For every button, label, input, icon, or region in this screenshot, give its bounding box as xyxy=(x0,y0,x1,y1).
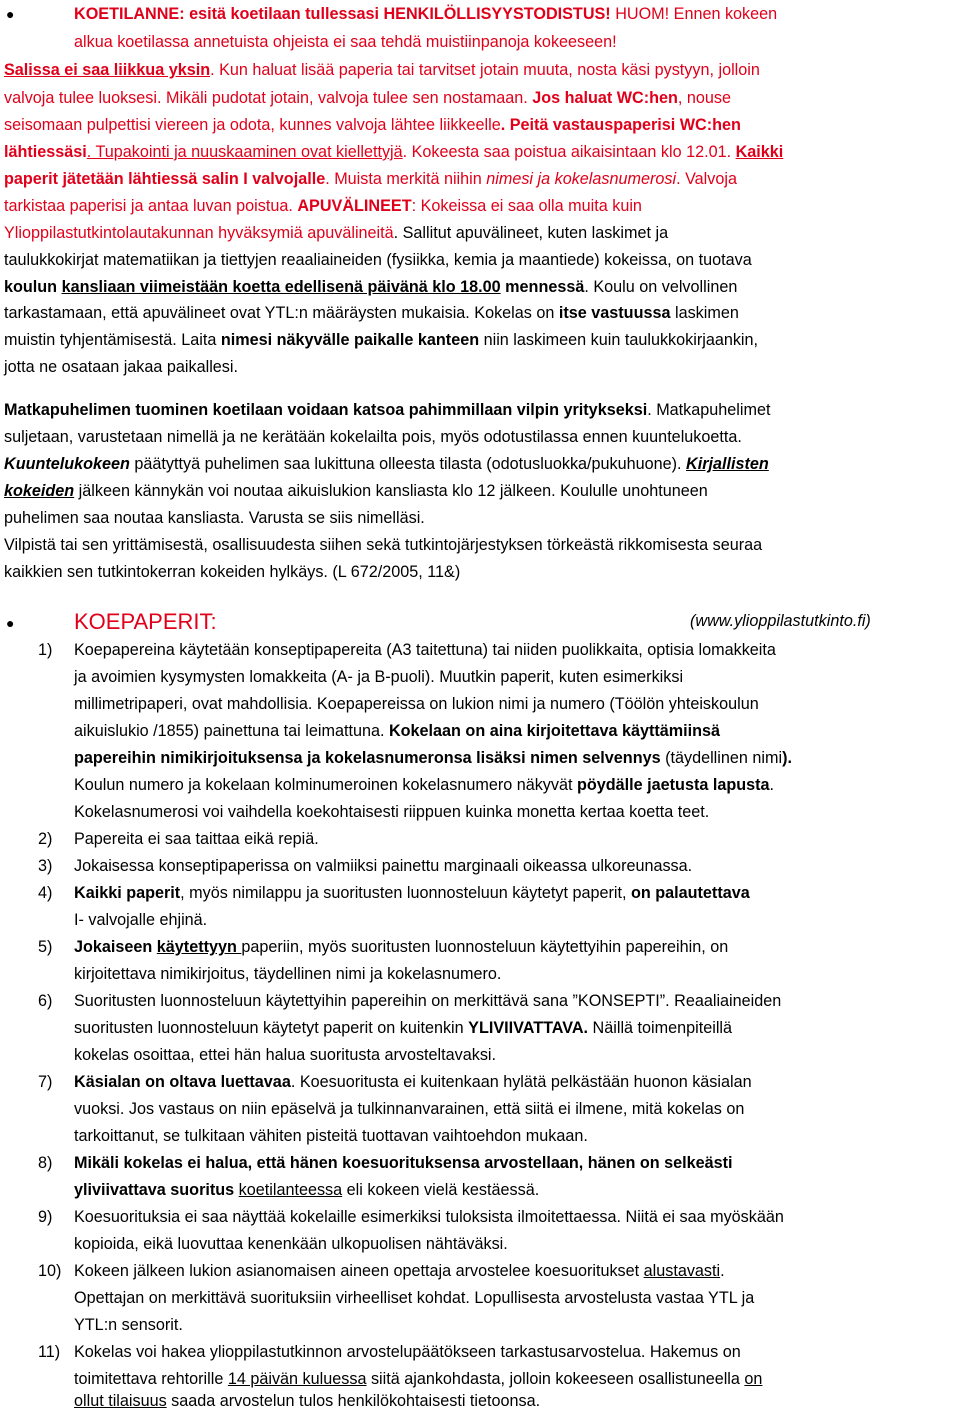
phones-bold: Matkapuhelimen tuominen koetilaan voidaan katsoa pahimmillaan vilpin yritykseksi xyxy=(4,401,648,419)
item-9-line xyxy=(74,1231,508,1258)
item-11-line xyxy=(74,1339,741,1366)
intro-bold: mennessä xyxy=(500,278,585,296)
phones-line-3 xyxy=(4,451,769,478)
item-text: . xyxy=(720,1262,725,1280)
item-1-line xyxy=(74,772,774,799)
intro-underline: . Tupakointi ja nuuskaaminen ovat kiellettyjä xyxy=(86,143,403,161)
intro-line-4 xyxy=(4,85,731,112)
item-text: ja avoimien kysymysten lomakkeita (A- ja B-puoli). Muutkin paperit, kuten esimerkiksi xyxy=(74,668,684,686)
phones-text: päätyttyä puhelimen saa lukittuna olleesta tilasta (odotusluokka/pukuhuone). xyxy=(129,455,687,473)
item-text: Jokaisessa konseptipaperissa on valmiiksi painettu marginaali oikeassa ulkoreunassa. xyxy=(74,857,693,875)
item-10-line xyxy=(74,1285,754,1312)
intro-bold: nimesi näkyvälle paikalle kanteen xyxy=(220,331,480,349)
item-text: . xyxy=(769,776,775,794)
intro-text: . Kokeesta saa poistua aikaisintaan klo 12.01. xyxy=(402,143,736,161)
item-8-line xyxy=(74,1177,539,1204)
item-9-line xyxy=(74,1204,784,1231)
item-number: 5) xyxy=(38,938,53,956)
item-6-line xyxy=(74,1015,732,1042)
item-text: . Koesuoritusta ei kuitenkaan hylätä pelkästään huonon käsialan xyxy=(290,1073,752,1091)
intro-bold: paperit jätetään lähtiessä salin I valvojalle xyxy=(4,170,326,188)
intro-line-1 xyxy=(74,1,777,28)
item-text: Kokeen jälkeen lukion asianomaisen aineen opettaja arvostelee koesuoritukset xyxy=(74,1262,644,1280)
item-underline: koetilanteessa xyxy=(238,1181,343,1199)
intro-line-3 xyxy=(4,57,760,84)
intro-line-8 xyxy=(4,193,642,220)
intro-text: jotta ne osataan jakaa paikallesi. xyxy=(4,358,238,376)
item-text: suoritusten luonnosteluun käytetyt paperit on kuitenkin xyxy=(74,1019,469,1037)
item-text: kokelas osoittaa, ettei hän halua suoritusta arvosteltavaksi. xyxy=(74,1046,497,1064)
item-7-line xyxy=(74,1069,752,1096)
item-underline: ollut tilaisuus xyxy=(74,1392,167,1410)
item-text: kirjoitettava nimikirjoitus, täydellinen nimi ja kokelasnumero. xyxy=(74,965,502,983)
intro-text: tarkastamaan, että apuvälineet ovat YTL:n määräysten mukaisia. Kokelas on xyxy=(4,304,559,322)
phones-text: puhelimen saa noutaa kansliasta. Varusta se siis nimelläsi. xyxy=(4,509,425,527)
intro-line-12 xyxy=(4,300,739,327)
phones-text: Vilpistä tai sen yrittämisestä, osallisuudesta siihen sekä tutkintojärjestyksen törkeästä rikkomisesta seuraa xyxy=(4,536,763,554)
phones-line-7 xyxy=(4,559,460,586)
intro-italic: nimesi ja kokelasnumerosi xyxy=(486,170,677,188)
item-10-line xyxy=(74,1258,725,1285)
item-5-line xyxy=(74,934,728,961)
phones-bold-italic: Kirjallisten xyxy=(686,455,769,473)
item-text: Koulun numero ja kokelaan kolminumeroinen kokelasnumero näkyvät xyxy=(74,776,577,794)
item-text: Koepapereina käytetään konseptipapereita (A3 taitettuna) tai niiden puolikkaita, optisia lomakkeita xyxy=(74,641,776,659)
item-bold: papereihin nimikirjoituksensa ja kokelasnumeronsa lisäksi nimen selvennys xyxy=(74,749,661,767)
intro-text: . Muista merkitä niihin xyxy=(325,170,487,188)
item-bold: Käsialan on oltava luettavaa xyxy=(74,1073,291,1091)
item-text: saada arvostelun tulos henkilökohtaisesti tietoonsa. xyxy=(166,1392,541,1410)
intro-text: taulukkokirjat matematiikan ja tiettyjen reaaliaineiden (fysiikka, kemia ja maantiede) kokeissa, on tuotava xyxy=(4,251,752,269)
item-number: 4) xyxy=(38,884,53,902)
item-bold: Jokaiseen xyxy=(74,938,157,956)
item-text: eli kokeen vielä kestäessä. xyxy=(342,1181,540,1199)
item-text: paperiin, myös suoritusten luonnosteluun käytettyihin papereihin, on xyxy=(241,938,729,956)
phones-line-4 xyxy=(4,478,708,505)
item-5-line xyxy=(74,961,501,988)
item-bold-underline: käytettyyn xyxy=(156,938,242,956)
intro-line-14 xyxy=(4,354,238,381)
item-number: 1) xyxy=(38,641,53,659)
papers-link-line xyxy=(690,608,871,635)
intro-text: , nouse xyxy=(677,89,732,107)
intro-text: HUOM! Ennen kokeen xyxy=(610,5,778,23)
item-text: (täydellinen nimi xyxy=(660,749,783,767)
phones-line-2 xyxy=(4,424,742,451)
item-text: Kokelas voi hakea ylioppilastutkinnon arvostelupäätökseen tarkastusarvostelua. Hakemus on xyxy=(74,1343,741,1361)
item-text: YTL:n sensorit. xyxy=(74,1316,183,1334)
phones-text: suljetaan, varustetaan nimellä ja ne kerätään kokelailta pois, myös odotustilassa ennen kuuntelukoetta. xyxy=(4,428,742,446)
item-underline: alustavasti xyxy=(643,1262,721,1280)
item-text: millimetripaperi, ovat mahdollisia. Koepapereissa on lukion nimi ja numero (Töölön yhteiskoulun xyxy=(74,695,759,713)
item-text: Näillä toimenpiteillä xyxy=(588,1019,733,1037)
papers-heading-line xyxy=(74,606,217,640)
papers-heading: KOEPAPERIT: xyxy=(74,609,217,634)
intro-line-13 xyxy=(4,327,758,354)
item-8-line xyxy=(74,1150,733,1177)
intro-bold: . Peitä vastauspaperisi WC:hen xyxy=(500,116,741,134)
phones-text: kaikkien sen tutkintokerran kokeiden hylkäys. (L 672/2005, 11&) xyxy=(4,563,461,581)
item-text: aikuislukio /1855) painettuna tai leimattuna. xyxy=(74,722,389,740)
phones-bold-italic: Kuuntelukokeen xyxy=(4,455,130,473)
item-1-line xyxy=(74,745,792,772)
item-number: 10) xyxy=(38,1262,62,1280)
bullet-icon: ● xyxy=(6,6,15,22)
item-11-line xyxy=(74,1366,762,1393)
item-text: toimitettava rehtorille xyxy=(74,1370,228,1388)
item-6-line xyxy=(74,1042,496,1069)
item-4-line xyxy=(74,907,207,934)
intro-line-6 xyxy=(4,139,783,166)
intro-bold: Kaikki xyxy=(735,143,784,161)
item-number: 3) xyxy=(38,857,53,875)
intro-bold: lähtiessäsi xyxy=(4,143,87,161)
item-text: kopioida, eikä luovuttaa kenenkään ulkopuolisen nähtäväksi. xyxy=(74,1235,508,1253)
intro-line-5 xyxy=(4,112,741,139)
intro-text: tarkistaa paperisi ja antaa luvan poistua. xyxy=(4,197,298,215)
intro-bold: Salissa ei saa liikkua yksin xyxy=(4,61,211,79)
intro-text: laskimen xyxy=(670,304,739,322)
item-7-line xyxy=(74,1096,744,1123)
intro-line-9 xyxy=(4,220,668,247)
item-number: 2) xyxy=(38,830,53,848)
item-10-line xyxy=(74,1312,183,1339)
item-text: Kokelasnumerosi voi vaihdella koekohtaisesti riippuen kuinka monetta kertaa koetta teet. xyxy=(74,803,710,821)
intro-line-10 xyxy=(4,247,752,274)
intro-text: . Valvoja xyxy=(676,170,737,188)
item-1-line xyxy=(74,664,683,691)
item-bold: on palautettava xyxy=(630,884,750,902)
item-text: Suoritusten luonnosteluun käytettyihin papereihin on merkittävä sana ”KONSEPTI”. Reaaliaineiden xyxy=(74,992,782,1010)
intro-line-2 xyxy=(74,29,617,56)
id-warning: KOETILANNE: esitä koetilaan tullessasi HENKILÖLLISYYSTODISTUS! xyxy=(74,5,611,23)
intro-bold: Jos haluat WC:hen xyxy=(532,89,678,107)
bullet-icon: ● xyxy=(6,615,15,631)
phones-line-1 xyxy=(4,397,770,424)
intro-text: valvoja tulee luoksesi. Mikäli pudotat jotain, valvoja tulee sen nostamaan. xyxy=(4,89,533,107)
item-bold: Mikäli kokelas ei halua, että hänen koesuorituksensa arvostellaan, hänen on selkeästi xyxy=(74,1154,733,1172)
intro-text: . Kun haluat lisää paperia tai tarvitset jotain muuta, nosta käsi pystyyn, jolloin xyxy=(210,61,760,79)
intro-text: alkua koetilassa annetuista ohjeista ei saa tehdä muistiinpanoja kokeeseen! xyxy=(74,33,617,51)
phones-text: jälkeen kännykän voi noutaa aikuislukion kansliasta klo 12 jälkeen. Koululle unohtuneen xyxy=(74,482,708,500)
item-4-line xyxy=(74,880,750,907)
phones-line-5 xyxy=(4,505,425,532)
item-text: , myös nimilappu ja suoritusten luonnosteluun käytetyt paperit, xyxy=(180,884,631,902)
item-11-line xyxy=(74,1390,540,1412)
item-bold: ). xyxy=(782,749,792,767)
item-underline: on xyxy=(744,1370,763,1388)
item-number: 8) xyxy=(38,1154,53,1172)
intro-bold: koulun xyxy=(4,278,62,296)
item-text: Opettajan on merkittävä suorituksiin virheelliset kohdat. Lopullisesta arvostelusta vastaa YTL ja xyxy=(74,1289,755,1307)
intro-bold: itse vastuussa xyxy=(558,304,671,322)
intro-bold: APUVÄLINEET xyxy=(297,197,412,215)
item-bold: yliviivattava suoritus xyxy=(74,1181,239,1199)
item-text: siitä ajankohdasta, jolloin kokeeseen osallistuneella xyxy=(366,1370,745,1388)
intro-text: niin laskimeen kuin taulukkokirjaankin, xyxy=(479,331,759,349)
item-3-line xyxy=(74,853,692,880)
phones-text: . Matkapuhelimet xyxy=(647,401,771,419)
phones-line-6 xyxy=(4,532,762,559)
item-1-line xyxy=(74,691,759,718)
intro-line-7 xyxy=(4,166,737,193)
intro-line-11 xyxy=(4,274,737,301)
item-bold: pöydälle jaetusta lapusta xyxy=(577,776,770,794)
item-text: Papereita ei saa taittaa eikä repiä. xyxy=(74,830,319,848)
item-number: 9) xyxy=(38,1208,53,1226)
item-text: I- valvojalle ehjinä. xyxy=(74,911,208,929)
intro-text: . Koulu on velvollinen xyxy=(584,278,738,296)
phones-bold-italic: kokeiden xyxy=(4,482,75,500)
item-2-line xyxy=(74,826,319,853)
item-bold: Kokelaan on aina kirjoitettava käyttämiinsä xyxy=(388,722,721,740)
item-bold: Kaikki paperit xyxy=(74,884,181,902)
item-1-line xyxy=(74,637,776,664)
ytl-link[interactable]: (www.ylioppilastutkinto.fi) xyxy=(690,612,871,630)
intro-text: seisomaan pulpettisi viereen ja odota, kunnes valvoja lähtee liikkeelle xyxy=(4,116,501,134)
intro-text: muistin tyhjentämisestä. Laita xyxy=(4,331,221,349)
item-underline: 14 päivän kuluessa xyxy=(227,1370,367,1388)
item-bold: YLIVIIVATTAVA. xyxy=(468,1019,589,1037)
item-number: 6) xyxy=(38,992,53,1010)
item-text: vuoksi. Jos vastaus on niin epäselvä ja tulkinnanvarainen, että siitä ei ilmene, mitä kokelas on xyxy=(74,1100,745,1118)
item-text: Koesuorituksia ei saa näyttää kokelaille esimerkiksi tuloksista ilmoitettaessa. Niitä ei saa myöskään xyxy=(74,1208,784,1226)
item-1-line xyxy=(74,718,720,745)
intro-text: . Sallitut apuvälineet, kuten laskimet ja xyxy=(393,224,669,242)
item-7-line xyxy=(74,1123,588,1150)
item-1-line xyxy=(74,799,709,826)
item-number: 11) xyxy=(38,1343,61,1361)
item-text: tarkoittanut, se tulkitaan vähiten pisteitä tuottavan vaihtoehdon mukaan. xyxy=(74,1127,588,1145)
intro-bold-underline: kansliaan viimeistään koetta edellisenä päivänä klo 18.00 xyxy=(61,278,501,296)
item-6-line xyxy=(74,988,781,1015)
item-number: 7) xyxy=(38,1073,53,1091)
intro-text: Ylioppilastutkintolautakunnan hyväksymiä apuvälineitä xyxy=(4,224,394,242)
intro-text: : Kokeissa ei saa olla muita kuin xyxy=(411,197,642,215)
